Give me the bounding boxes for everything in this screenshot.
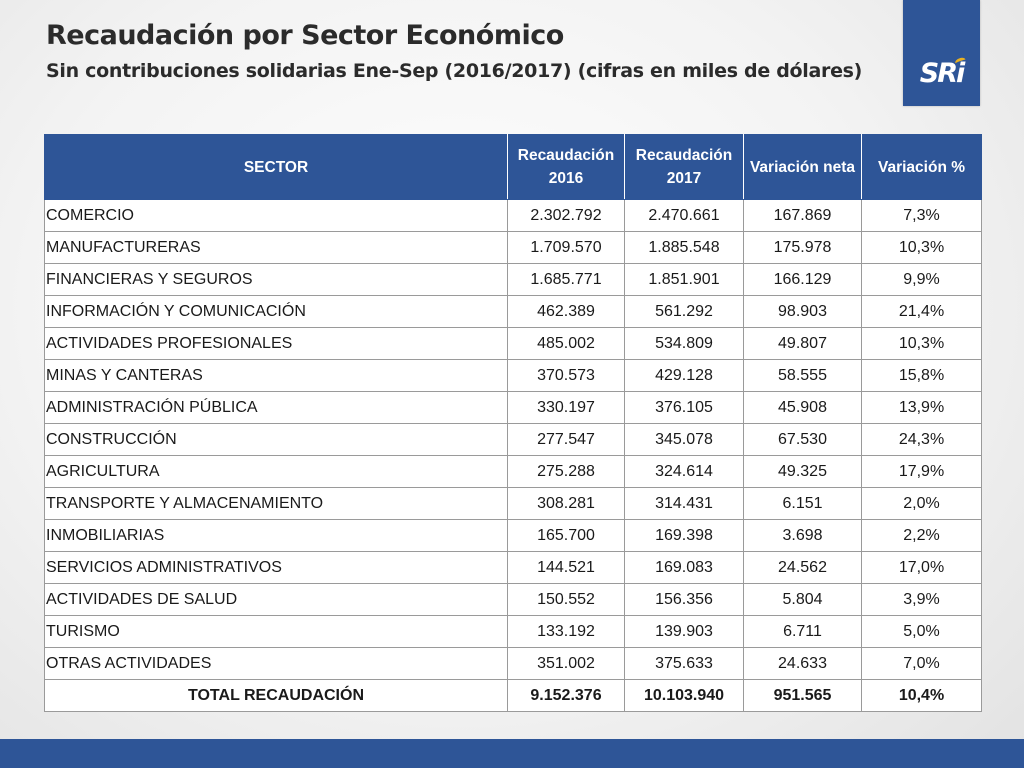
variacion-neta-cell: 58.555 [744,360,862,392]
variacion-pct-cell: 17,0% [862,552,982,584]
table-row [45,552,982,584]
table-row [45,264,982,296]
sector-cell: AGRICULTURA [45,456,508,488]
recaudacion-2017-cell: 169.083 [625,552,744,584]
table-row [45,648,982,680]
sector-cell: ADMINISTRACIÓN PÚBLICA [45,392,508,424]
page-subtitle: Sin contribuciones solidarias Ene-Sep (2016/2017) (cifras en miles de dólares) [46,60,863,82]
recaudacion-2016-cell: 275.288 [508,456,625,488]
table-row [45,456,982,488]
table-row [45,520,982,552]
table-body [45,200,982,712]
recaudacion-2017-cell: 375.633 [625,648,744,680]
sector-cell: OTRAS ACTIVIDADES [45,648,508,680]
variacion-pct-cell: 2,0% [862,488,982,520]
sector-cell: FINANCIERAS Y SEGUROS [45,264,508,296]
recaudacion-2016-cell: 1.709.570 [508,232,625,264]
variacion-pct-cell: 10,3% [862,232,982,264]
recaudacion-2016-cell: 485.002 [508,328,625,360]
header-sector: SECTOR [45,135,508,200]
variacion-neta-cell: 175.978 [744,232,862,264]
table-row [45,488,982,520]
sector-cell: CONSTRUCCIÓN [45,424,508,456]
variacion-neta-cell: 24.562 [744,552,862,584]
variacion-pct-cell: 3,9% [862,584,982,616]
recaudacion-2016-cell: 308.281 [508,488,625,520]
sector-cell: INMOBILIARIAS [45,520,508,552]
variacion-pct-cell: 13,9% [862,392,982,424]
recaudacion-2017-cell: 2.470.661 [625,200,744,232]
table-row [45,424,982,456]
recaudacion-2016-cell: 165.700 [508,520,625,552]
recaudacion-2017-cell: 376.105 [625,392,744,424]
variacion-neta-cell: 45.908 [744,392,862,424]
variacion-neta-cell: 6.151 [744,488,862,520]
recaudacion-2016-cell: 277.547 [508,424,625,456]
table-row [45,616,982,648]
sector-cell: TRANSPORTE Y ALMACENAMIENTO [45,488,508,520]
recaudacion-2016-cell: 1.685.771 [508,264,625,296]
recaudacion-2016-cell: 330.197 [508,392,625,424]
recaudacion-2017-cell: 314.431 [625,488,744,520]
variacion-neta-cell: 5.804 [744,584,862,616]
variacion-neta-cell: 6.711 [744,616,862,648]
recaudacion-2016-cell: 150.552 [508,584,625,616]
variacion-neta-cell: 49.807 [744,328,862,360]
sector-cell: ACTIVIDADES PROFESIONALES [45,328,508,360]
revenue-by-sector-table [44,134,982,712]
variacion-neta-cell: 49.325 [744,456,862,488]
variacion-neta-cell: 951.565 [744,680,862,712]
sector-cell: COMERCIO [45,200,508,232]
variacion-pct-cell: 10,4% [862,680,982,712]
recaudacion-2017-cell: 561.292 [625,296,744,328]
variacion-pct-cell: 10,3% [862,328,982,360]
recaudacion-2016-cell: 133.192 [508,616,625,648]
variacion-neta-cell: 167.869 [744,200,862,232]
variacion-pct-cell: 9,9% [862,264,982,296]
variacion-neta-cell: 24.633 [744,648,862,680]
variacion-pct-cell: 17,9% [862,456,982,488]
variacion-pct-cell: 7,3% [862,200,982,232]
table-row [45,584,982,616]
recaudacion-2017-cell: 139.903 [625,616,744,648]
table-row [45,232,982,264]
recaudacion-2016-cell: 351.002 [508,648,625,680]
variacion-neta-cell: 98.903 [744,296,862,328]
variacion-pct-cell: 2,2% [862,520,982,552]
sri-logo [903,0,980,106]
table-row [45,360,982,392]
header-recaudacion-2016: Recaudación 2016 [508,135,625,200]
table-row [45,392,982,424]
recaudacion-2017-cell: 429.128 [625,360,744,392]
recaudacion-2017-cell: 10.103.940 [625,680,744,712]
recaudacion-2016-cell: 370.573 [508,360,625,392]
variacion-pct-cell: 21,4% [862,296,982,328]
table-row [45,200,982,232]
recaudacion-2017-cell: 1.885.548 [625,232,744,264]
variacion-neta-cell: 166.129 [744,264,862,296]
recaudacion-2017-cell: 169.398 [625,520,744,552]
table-row [45,296,982,328]
sector-cell: SERVICIOS ADMINISTRATIVOS [45,552,508,584]
recaudacion-2016-cell: 2.302.792 [508,200,625,232]
sector-cell: INFORMACIÓN Y COMUNICACIÓN [45,296,508,328]
logo-text: SRi [919,58,964,89]
variacion-pct-cell: 5,0% [862,616,982,648]
variacion-neta-cell: 3.698 [744,520,862,552]
recaudacion-2017-cell: 156.356 [625,584,744,616]
sector-cell: TOTAL RECAUDACIÓN [45,680,508,712]
recaudacion-2017-cell: 534.809 [625,328,744,360]
footer-bar [0,739,1024,768]
table-header-row [45,135,982,200]
recaudacion-2016-cell: 144.521 [508,552,625,584]
header-recaudacion-2017: Recaudación 2017 [625,135,744,200]
recaudacion-2017-cell: 324.614 [625,456,744,488]
sector-cell: MANUFACTURERAS [45,232,508,264]
header-variacion-neta: Variación neta [744,135,862,200]
variacion-neta-cell: 67.530 [744,424,862,456]
recaudacion-2017-cell: 345.078 [625,424,744,456]
variacion-pct-cell: 24,3% [862,424,982,456]
sector-cell: ACTIVIDADES DE SALUD [45,584,508,616]
recaudacion-2016-cell: 9.152.376 [508,680,625,712]
table-row [45,328,982,360]
variacion-pct-cell: 15,8% [862,360,982,392]
recaudacion-2017-cell: 1.851.901 [625,264,744,296]
header-variacion-pct: Variación % [862,135,982,200]
variacion-pct-cell: 7,0% [862,648,982,680]
sector-cell: MINAS Y CANTERAS [45,360,508,392]
recaudacion-2016-cell: 462.389 [508,296,625,328]
page-title: Recaudación por Sector Económico [46,20,564,51]
total-row [45,680,982,712]
sector-cell: TURISMO [45,616,508,648]
